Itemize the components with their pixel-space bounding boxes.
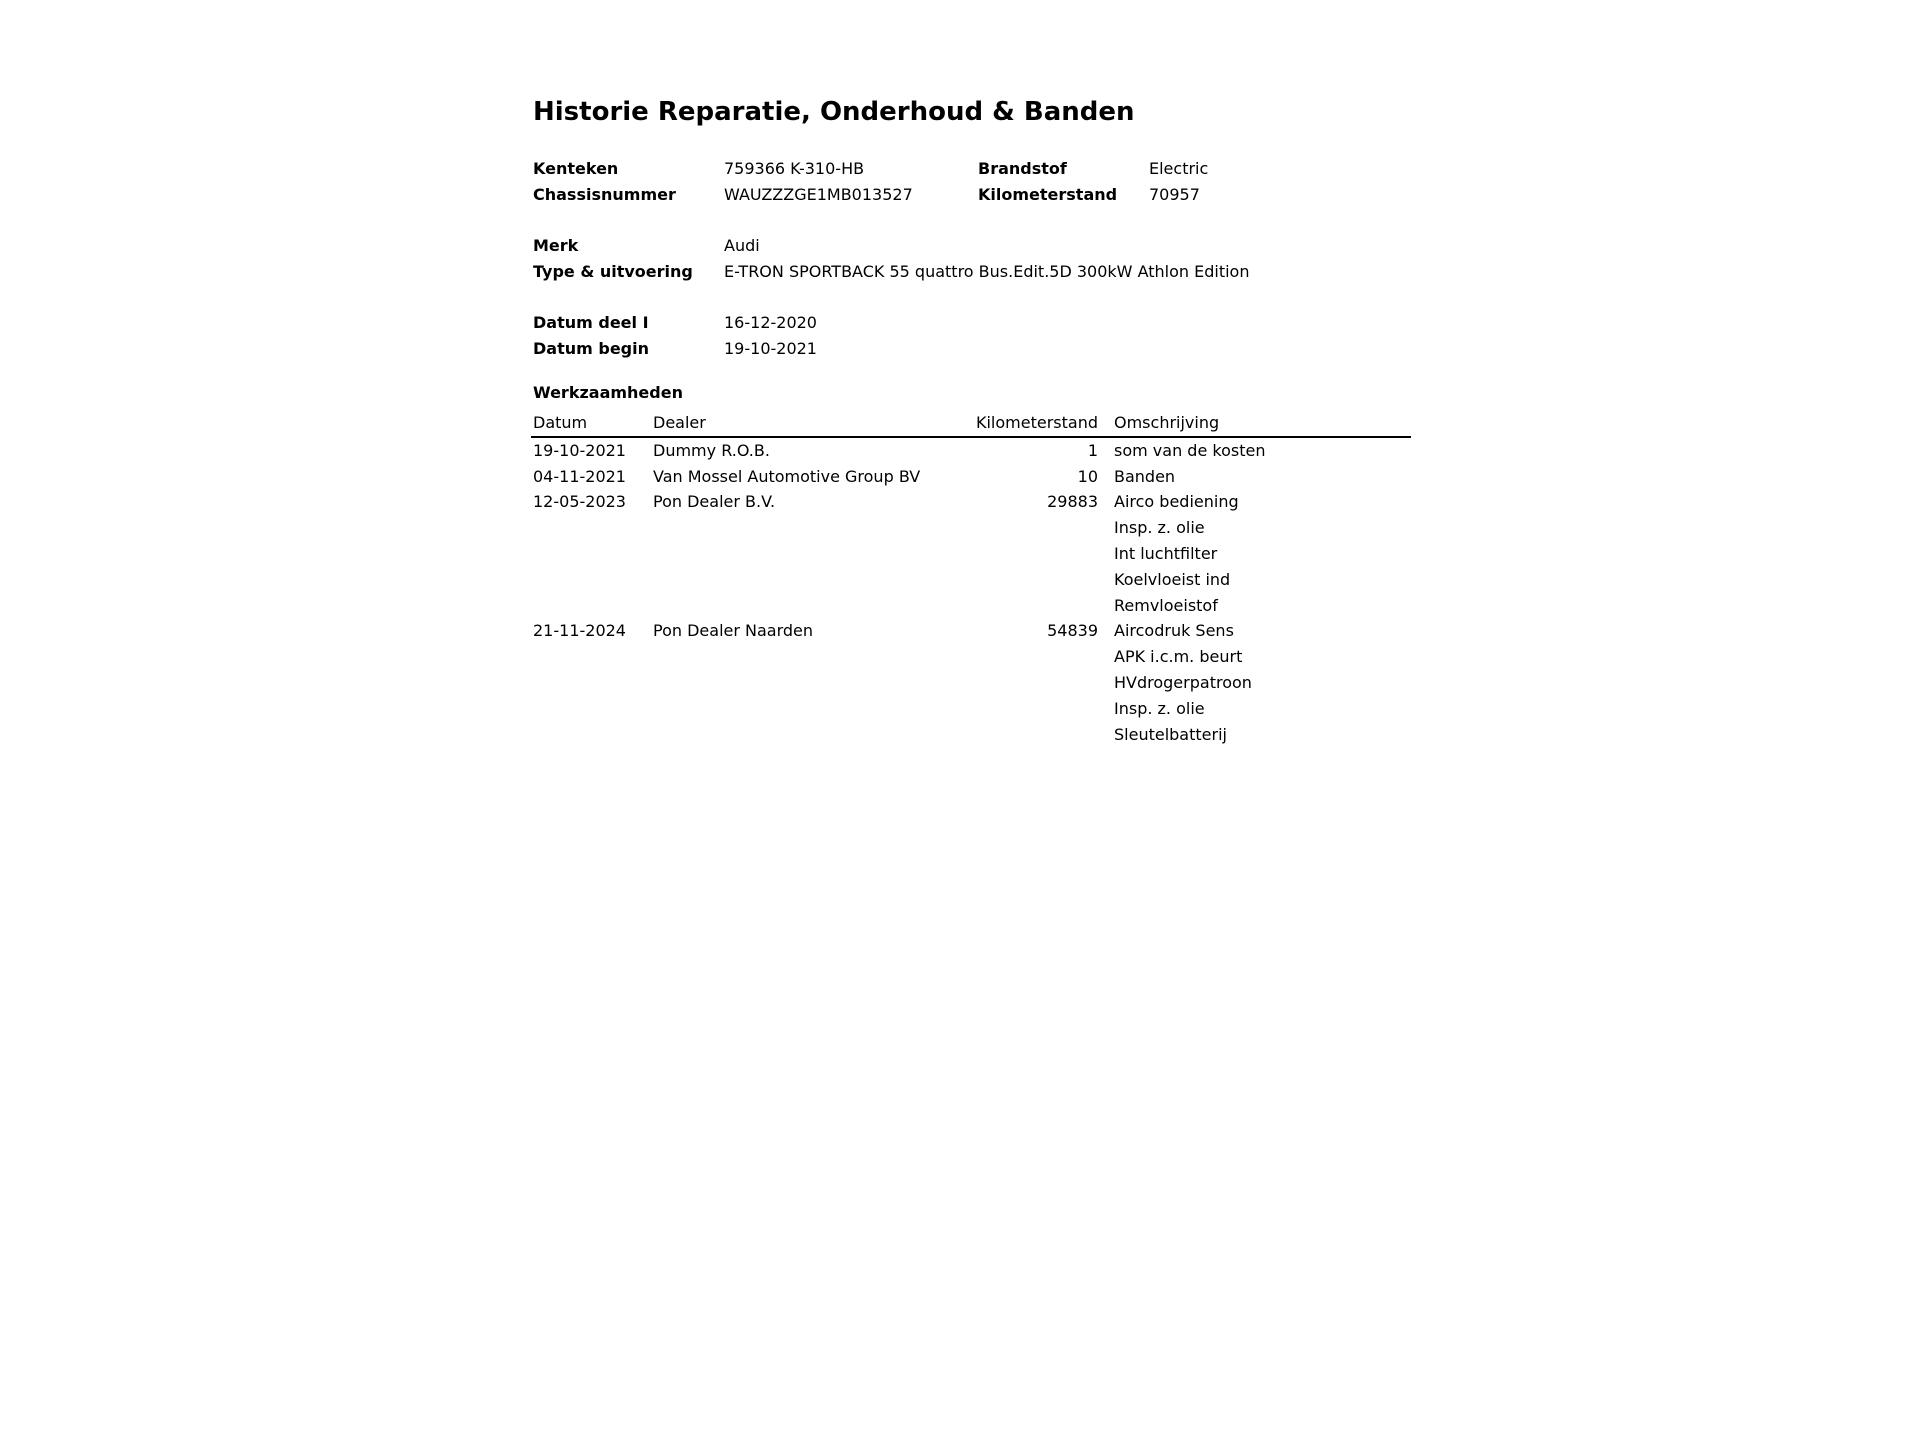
table-row [531, 670, 1411, 696]
table-row [531, 437, 1411, 464]
table-row [531, 515, 1411, 541]
type-value: E-TRON SPORTBACK 55 quattro Bus.Edit.5D 300kW Athlon Edition [724, 262, 1250, 281]
kilometerstand-label: Kilometerstand [978, 185, 1118, 204]
cell-omschrijving: Koelvloeist ind [1114, 569, 1231, 589]
cell-dealer: Van Mossel Automotive Group BV [653, 466, 921, 486]
table-row [531, 644, 1411, 670]
cell-kilometerstand: 29883 [1047, 492, 1098, 512]
cell-kilometerstand [953, 696, 1114, 722]
cell-dealer [653, 593, 953, 619]
cell-omschrijving: Sleutelbatterij [1114, 724, 1227, 744]
cell-omschrijving: Insp. z. olie [1114, 518, 1205, 538]
cell-datum [531, 696, 653, 722]
cell-dealer: Dummy R.O.B. [653, 440, 770, 460]
cell-kilometerstand [953, 593, 1114, 619]
table-row [531, 464, 1411, 490]
table-row [531, 567, 1411, 593]
cell-datum [531, 670, 653, 696]
table-row [531, 489, 1411, 515]
cell-dealer: Pon Dealer B.V. [653, 492, 776, 512]
column-header-dealer: Dealer [653, 410, 953, 437]
table-row [531, 696, 1411, 722]
brandstof-label: Brandstof [978, 159, 1067, 178]
cell-omschrijving: APK i.c.m. beurt [1114, 647, 1243, 667]
cell-omschrijving: Insp. z. olie [1114, 698, 1205, 718]
werkzaamheden-heading: Werkzaamheden [533, 383, 683, 402]
cell-datum [531, 722, 653, 748]
cell-omschrijving: som van de kosten [1114, 440, 1266, 460]
cell-omschrijving: Banden [1114, 466, 1176, 486]
cell-dealer [653, 567, 953, 593]
cell-dealer [653, 541, 953, 567]
cell-kilometerstand [953, 541, 1114, 567]
chassis-value: WAUZZZGE1MB013527 [724, 185, 913, 204]
cell-kilometerstand [953, 515, 1114, 541]
cell-dealer [653, 515, 953, 541]
chassis-label: Chassisnummer [533, 185, 676, 204]
cell-datum: 04-11-2021 [533, 466, 626, 486]
cell-datum: 19-10-2021 [533, 440, 626, 460]
cell-datum [531, 541, 653, 567]
datum-deel-label: Datum deel I [533, 313, 649, 332]
cell-omschrijving: Int luchtfilter [1114, 543, 1218, 563]
cell-datum [531, 567, 653, 593]
cell-dealer [653, 722, 953, 748]
table-body [531, 437, 1411, 748]
cell-omschrijving: HVdrogerpatroon [1114, 672, 1252, 692]
merk-value: Audi [724, 236, 760, 255]
cell-kilometerstand [953, 567, 1114, 593]
table-row [531, 618, 1411, 644]
table-header-row [531, 410, 1411, 437]
cell-dealer [653, 696, 953, 722]
werkzaamheden-table [531, 410, 1411, 747]
cell-kilometerstand: 10 [1077, 466, 1098, 486]
cell-datum: 12-05-2023 [533, 492, 626, 512]
cell-datum [531, 515, 653, 541]
cell-kilometerstand [953, 644, 1114, 670]
cell-kilometerstand [953, 670, 1114, 696]
kenteken-label: Kenteken [533, 159, 619, 178]
kilometerstand-value: 70957 [1149, 185, 1200, 204]
cell-datum [531, 593, 653, 619]
table-row [531, 541, 1411, 567]
merk-label: Merk [533, 236, 579, 255]
cell-kilometerstand: 54839 [1047, 621, 1098, 641]
brandstof-value: Electric [1149, 159, 1209, 178]
column-header-datum: Datum [531, 410, 653, 437]
cell-kilometerstand: 1 [1087, 440, 1098, 460]
datum-begin-label: Datum begin [533, 339, 649, 358]
cell-omschrijving: Aircodruk Sens [1114, 621, 1234, 641]
document-page [531, 0, 1411, 1440]
cell-dealer: Pon Dealer Naarden [653, 621, 814, 641]
cell-dealer [653, 670, 953, 696]
column-header-omschrijving: Omschrijving [1114, 410, 1411, 437]
type-label: Type & uitvoering [533, 262, 693, 281]
cell-datum: 21-11-2024 [533, 621, 626, 641]
cell-dealer [653, 644, 953, 670]
page-title: Historie Reparatie, Onderhoud & Banden [533, 97, 1135, 127]
column-header-kilometerstand: Kilometerstand [953, 410, 1114, 437]
datum-begin-value: 19-10-2021 [724, 339, 817, 358]
table-row [531, 722, 1411, 748]
cell-kilometerstand [953, 722, 1114, 748]
cell-omschrijving: Airco bediening [1114, 492, 1239, 512]
cell-datum [531, 644, 653, 670]
kenteken-value: 759366 K-310-HB [724, 159, 865, 178]
table-row [531, 593, 1411, 619]
datum-deel-value: 16-12-2020 [724, 313, 817, 332]
cell-omschrijving: Remvloeistof [1114, 595, 1218, 615]
